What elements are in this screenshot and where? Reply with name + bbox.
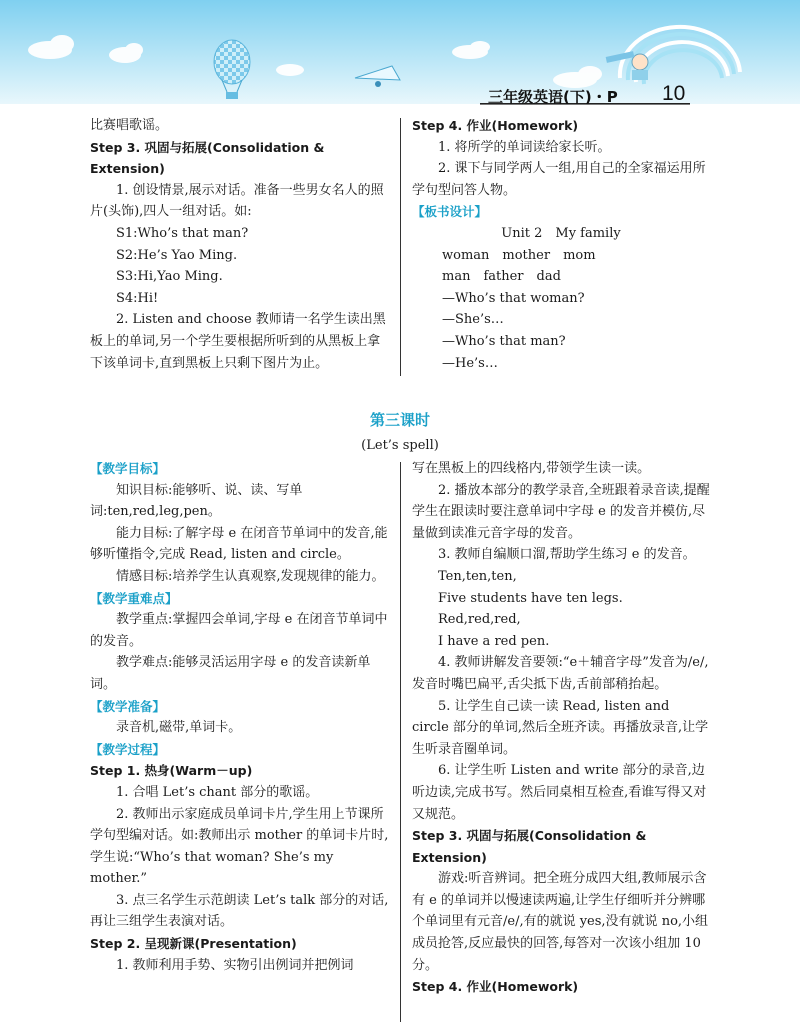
paragraph: 写在黑板上的四线格内,带领学生读一读。 bbox=[412, 461, 651, 476]
book-label: 三年级英语(下)・P bbox=[488, 88, 618, 106]
paragraph: 3. 教师自编顺口溜,帮助学生练习 e 的发音。 bbox=[438, 547, 696, 563]
paragraph: 录音机,磁带,单词卡。 bbox=[116, 720, 242, 736]
step-heading: Step 2. 呈现新课(Presentation) bbox=[90, 936, 297, 952]
dialogue-line: S4:Hi! bbox=[116, 290, 159, 306]
paragraph: 2. 播放本部分的教学录音,全班跟着录音读,提醒学生在跟读时要注意单词中字母 e 的发音并模仿,尽量做到读准元音字母的发音。 bbox=[412, 482, 710, 541]
board-line: —She’s… bbox=[442, 312, 504, 328]
step-heading: Step 3. 巩固与拓展(Consolidation & Extension) bbox=[412, 828, 647, 865]
bottom-right-column bbox=[412, 458, 710, 998]
paragraph: 1. 教师利用手势、实物引出例词并把例词 bbox=[116, 957, 354, 973]
rhyme-line: I have a red pen. bbox=[438, 633, 550, 649]
paragraph: 知识目标:能够听、说、读、写单词:ten,red,leg,pen。 bbox=[90, 482, 303, 520]
rhyme-line: Red,red,red, bbox=[438, 612, 521, 628]
dialogue-line: S2:He’s Yao Ming. bbox=[116, 247, 238, 263]
paragraph: 2. 课下与同学两人一组,用自己的全家福运用所学句型问答人物。 bbox=[412, 161, 706, 198]
section-tag: 【教学准备】 bbox=[90, 698, 166, 714]
top-left-column bbox=[90, 115, 390, 374]
paragraph: 1. 创设情景,展示对话。准备一些男女名人的照片(头饰),四人一组对话。如: bbox=[90, 182, 384, 220]
rhyme-line: Ten,ten,ten, bbox=[438, 568, 517, 584]
board-line: —Who’s that woman? bbox=[442, 290, 585, 306]
paragraph: 2. Listen and choose 教师请一名学生读出黑板上的单词,另一个学生要根据所听到的从黑板上拿下该单词卡,直到黑板上只剩下图片为止。 bbox=[90, 312, 386, 371]
board-line: man father dad bbox=[442, 269, 561, 285]
paragraph: 游戏:听音辨词。把全班分成四大组,教师展示含有 e 的单词并以慢速读两遍,让学生仔细听并分辨哪个单词里有元音/e/,有的就说 yes,没有就说 no,小组成员抢答,反应最快的回答,每答对一次该小组加 10 分。 bbox=[412, 871, 709, 973]
dialogue-line: S1:Who’s that man? bbox=[116, 225, 249, 241]
column-divider bbox=[400, 462, 401, 1022]
lesson-subtitle: (Let’s spell) bbox=[361, 438, 439, 453]
rhyme-line: Five students have ten legs. bbox=[438, 590, 623, 606]
board-line: woman mother mom bbox=[442, 247, 596, 263]
section-tag: 【教学过程】 bbox=[90, 741, 166, 757]
step-heading: Step 4. 作业(Homework) bbox=[412, 979, 579, 995]
paragraph: 1. 将所学的单词读给家长听。 bbox=[438, 139, 611, 155]
board-line: —Who’s that man? bbox=[442, 333, 566, 349]
board-title: Unit 2 My family bbox=[501, 225, 621, 241]
step-heading: Step 1. 热身(Warm－up) bbox=[90, 763, 253, 779]
paragraph: 比赛唱歌谣。 bbox=[90, 118, 169, 133]
lesson-title: 第三课时 bbox=[369, 411, 430, 429]
board-line: —He’s… bbox=[442, 355, 498, 371]
page-number: 10 bbox=[662, 82, 686, 105]
paragraph: 教学重点:掌握四会单词,字母 e 在闭音节单词中的发音。 bbox=[90, 612, 388, 649]
paragraph: 情感目标:培养学生认真观察,发现规律的能力。 bbox=[116, 568, 385, 584]
paragraph: 5. 让学生自己读一读 Read, listen and circle 部分的单词,然后全班齐读。再播放录音,让学生听录音圈单词。 bbox=[412, 698, 709, 757]
paragraph: 4. 教师讲解发音要领:“e＋辅音字母”发音为/e/,发音时嘴巴扁平,舌尖抵下齿,舌前部稍抬起。 bbox=[412, 655, 709, 692]
paragraph: 教学难点:能够灵活运用字母 e 的发音读新单词。 bbox=[90, 655, 371, 692]
paragraph: 6. 让学生听 Listen and write 部分的录音,边听边读,完成书写。然后同桌相互检查,看谁写得又对又规范。 bbox=[412, 763, 707, 822]
section-tag: 【板书设计】 bbox=[412, 204, 488, 220]
bottom-left-column bbox=[90, 458, 390, 976]
step-heading: Step 3. 巩固与拓展(Consolidation & Extension) bbox=[90, 139, 325, 177]
section-tag: 【教学重难点】 bbox=[90, 590, 178, 606]
section-tag: 【教学目标】 bbox=[90, 461, 166, 476]
top-right-column bbox=[412, 115, 710, 374]
paragraph: 3. 点三名学生示范朗读 Let’s talk 部分的对话,再让三组学生表演对话。 bbox=[90, 892, 389, 930]
dialogue-line: S3:Hi,Yao Ming. bbox=[116, 269, 223, 285]
step-heading: Step 4. 作业(Homework) bbox=[412, 118, 579, 133]
column-divider bbox=[400, 118, 401, 376]
paragraph: 能力目标:了解字母 e 在闭音节单词中的发音,能够听懂指令,完成 Read, listen and circle。 bbox=[90, 525, 388, 563]
paragraph: 1. 合唱 Let’s chant 部分的歌谣。 bbox=[116, 784, 319, 800]
paragraph: 2. 教师出示家庭成员单词卡片,学生用上节课所学句型编对话。如:教师出示 mother 的单词卡片时,学生说:“Who’s that woman? She’s my mother.” bbox=[90, 806, 389, 887]
